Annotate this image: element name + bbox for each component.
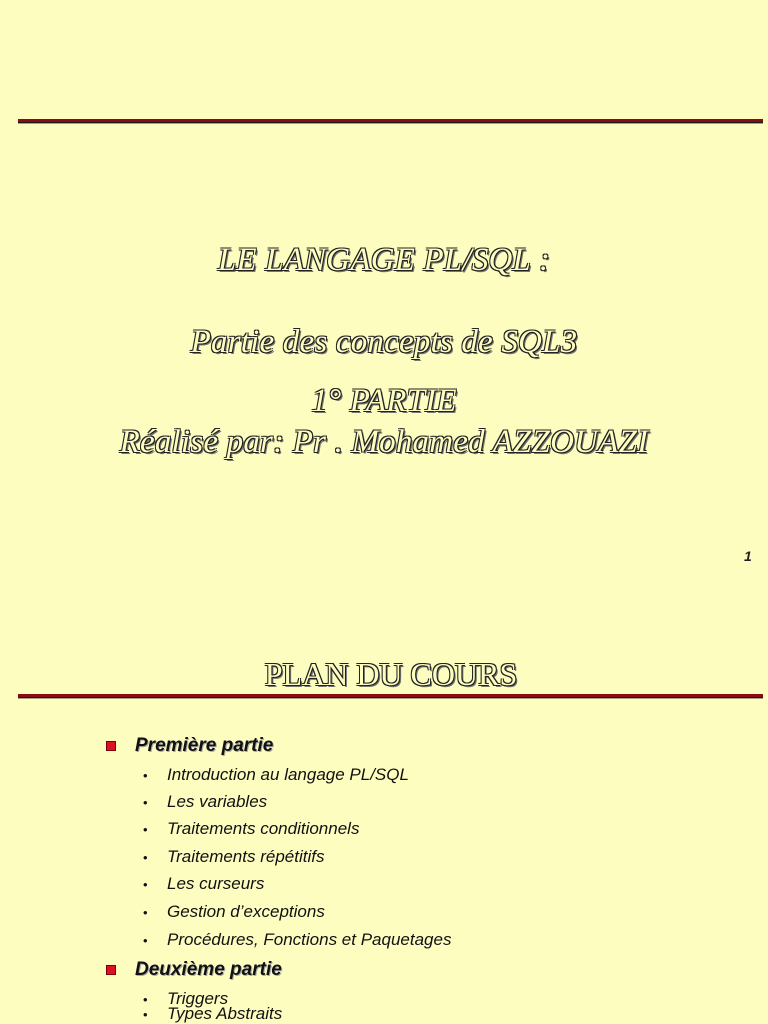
section-label: Première partie [135, 735, 274, 756]
list-item [143, 902, 325, 922]
list-item [143, 792, 267, 812]
bullet-icon: • [143, 794, 148, 810]
slide-subtitle: Partie des concepts de SQL3 [190, 324, 578, 360]
list-item-label: Gestion d’exceptions [167, 902, 325, 921]
section-deuxieme-partie [106, 959, 282, 981]
list-item-label: Types Abstraits [167, 1004, 283, 1023]
bullet-icon: • [143, 904, 148, 920]
list-item-label: Introduction au langage PL/SQL [167, 765, 409, 784]
list-item [143, 1004, 282, 1024]
list-item-label: Triggers [167, 989, 229, 1008]
page-number: 1 [744, 548, 752, 564]
list-item [143, 765, 409, 785]
list-item [143, 847, 324, 867]
list-item [143, 819, 359, 839]
list-item-label: Traitements conditionnels [167, 819, 360, 838]
bullet-icon: • [143, 767, 148, 783]
section-label: Deuxième partie [135, 959, 282, 980]
slide-author: Réalisé par: Pr . Mohamed AZZOUAZI [119, 424, 649, 460]
red-square-bullet-icon [106, 741, 116, 751]
bullet-icon: • [143, 849, 148, 865]
list-item [143, 874, 264, 894]
list-item-label: Traitements répétitifs [167, 847, 325, 866]
red-square-bullet-icon [106, 965, 116, 975]
section-premiere-partie [106, 735, 273, 757]
bullet-icon: • [143, 821, 148, 837]
plan-divider-rule [18, 694, 763, 697]
list-item-label: Procédures, Fonctions et Paquetages [167, 930, 452, 949]
slide-title: LE LANGAGE PL/SQL : [217, 242, 551, 278]
top-divider-rule [18, 119, 763, 122]
bullet-icon: • [143, 876, 148, 892]
bullet-icon: • [143, 1006, 148, 1022]
list-item [143, 930, 451, 950]
bullet-icon: • [143, 932, 148, 948]
slide-part-label: 1° PARTIE [311, 383, 457, 419]
list-item-label: Les variables [167, 792, 268, 811]
plan-title: PLAN DU COURS [264, 656, 518, 692]
list-item-label: Les curseurs [167, 874, 265, 893]
bullet-icon: • [143, 991, 148, 1007]
